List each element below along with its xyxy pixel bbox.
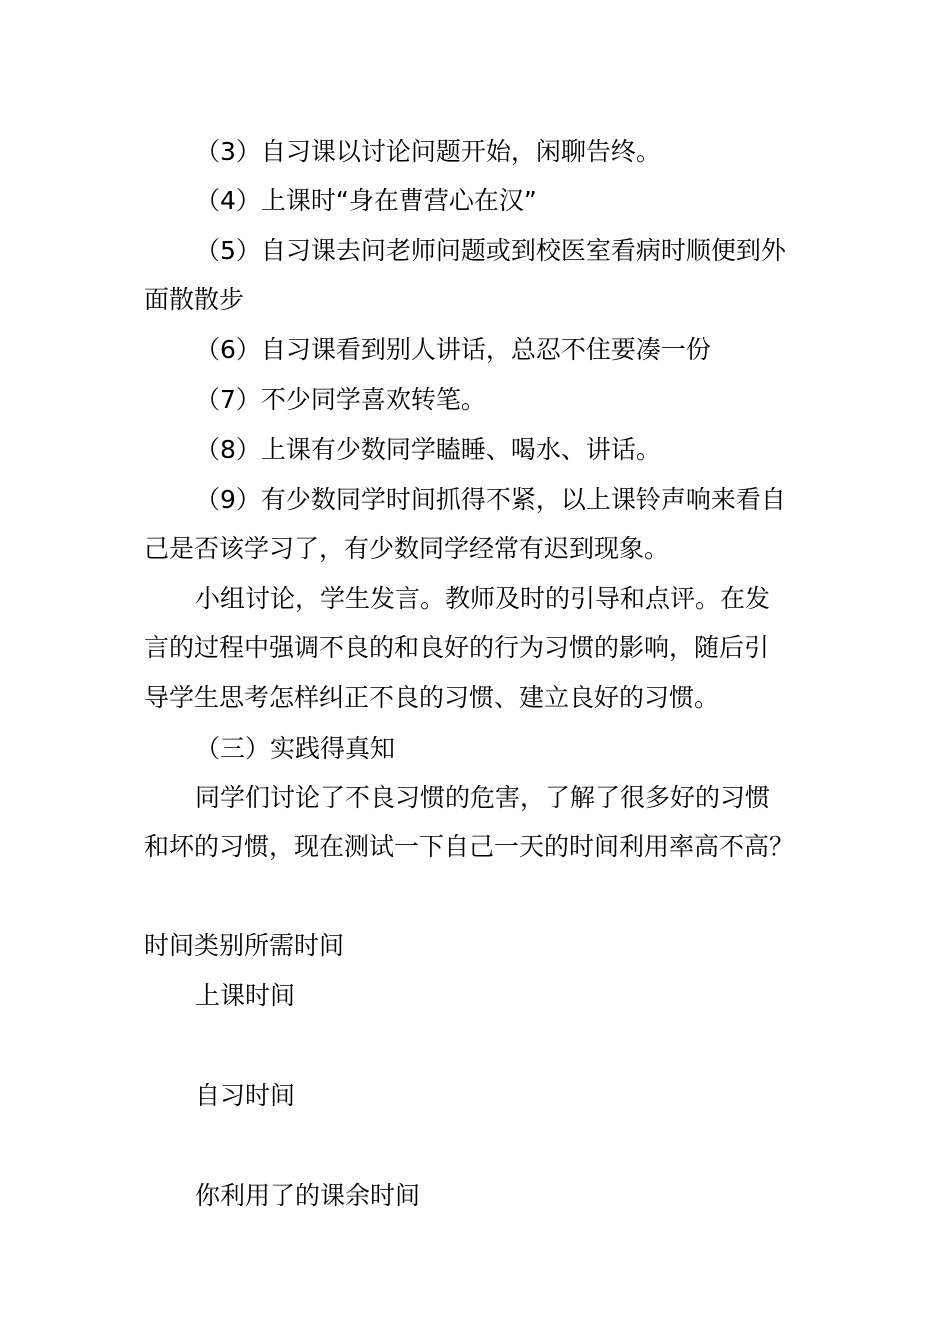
test-intro-paragraph-line-2: 和坏的习惯，现在测试一下自己一天的时间利用率高不高？ — [144, 832, 795, 861]
discussion-paragraph: 小组讨论，学生发言。教师及时的引导和点评。在发 — [195, 584, 771, 613]
table-row-class-time: 上课时间 — [195, 981, 296, 1010]
discussion-paragraph-line-2: 言的过程中强调不良的和良好的行为习惯的影响，随后引 — [144, 633, 770, 662]
list-item-4: （4）上课时“身在曹营心在汉” — [195, 186, 537, 215]
table-row-self-study-time: 自习时间 — [195, 1081, 296, 1110]
list-item-9-continued: 己是否该学习了，有少数同学经常有迟到现象。 — [144, 534, 670, 563]
list-item-9: （9）有少数同学时间抓得不紧，以上课铃声响来看自 — [195, 485, 786, 514]
list-item-5-continued: 面散散步 — [144, 285, 245, 314]
list-item-7: （7）不少同学喜欢转笔。 — [195, 385, 486, 414]
list-item-3: （3）自习课以讨论问题开始，闲聊告终。 — [195, 137, 661, 166]
section-heading: （三）实践得真知 — [195, 734, 396, 763]
list-item-5: （5）自习课去问老师问题或到校医室看病时顺便到外 — [195, 236, 786, 265]
table-header: 时间类别所需时间 — [144, 931, 345, 960]
list-item-8: （8）上课有少数同学瞌睡、喝水、讲话。 — [195, 435, 661, 464]
test-intro-paragraph: 同学们讨论了不良习惯的危害，了解了很多好的习惯 — [195, 783, 771, 812]
discussion-paragraph-line-3: 导学生思考怎样纠正不良的习惯、建立良好的习惯。 — [144, 683, 720, 712]
table-row-spare-time: 你利用了的课余时间 — [195, 1181, 421, 1210]
list-item-6: （6）自习课看到别人讲话，总忍不住要凑一份 — [195, 335, 711, 364]
